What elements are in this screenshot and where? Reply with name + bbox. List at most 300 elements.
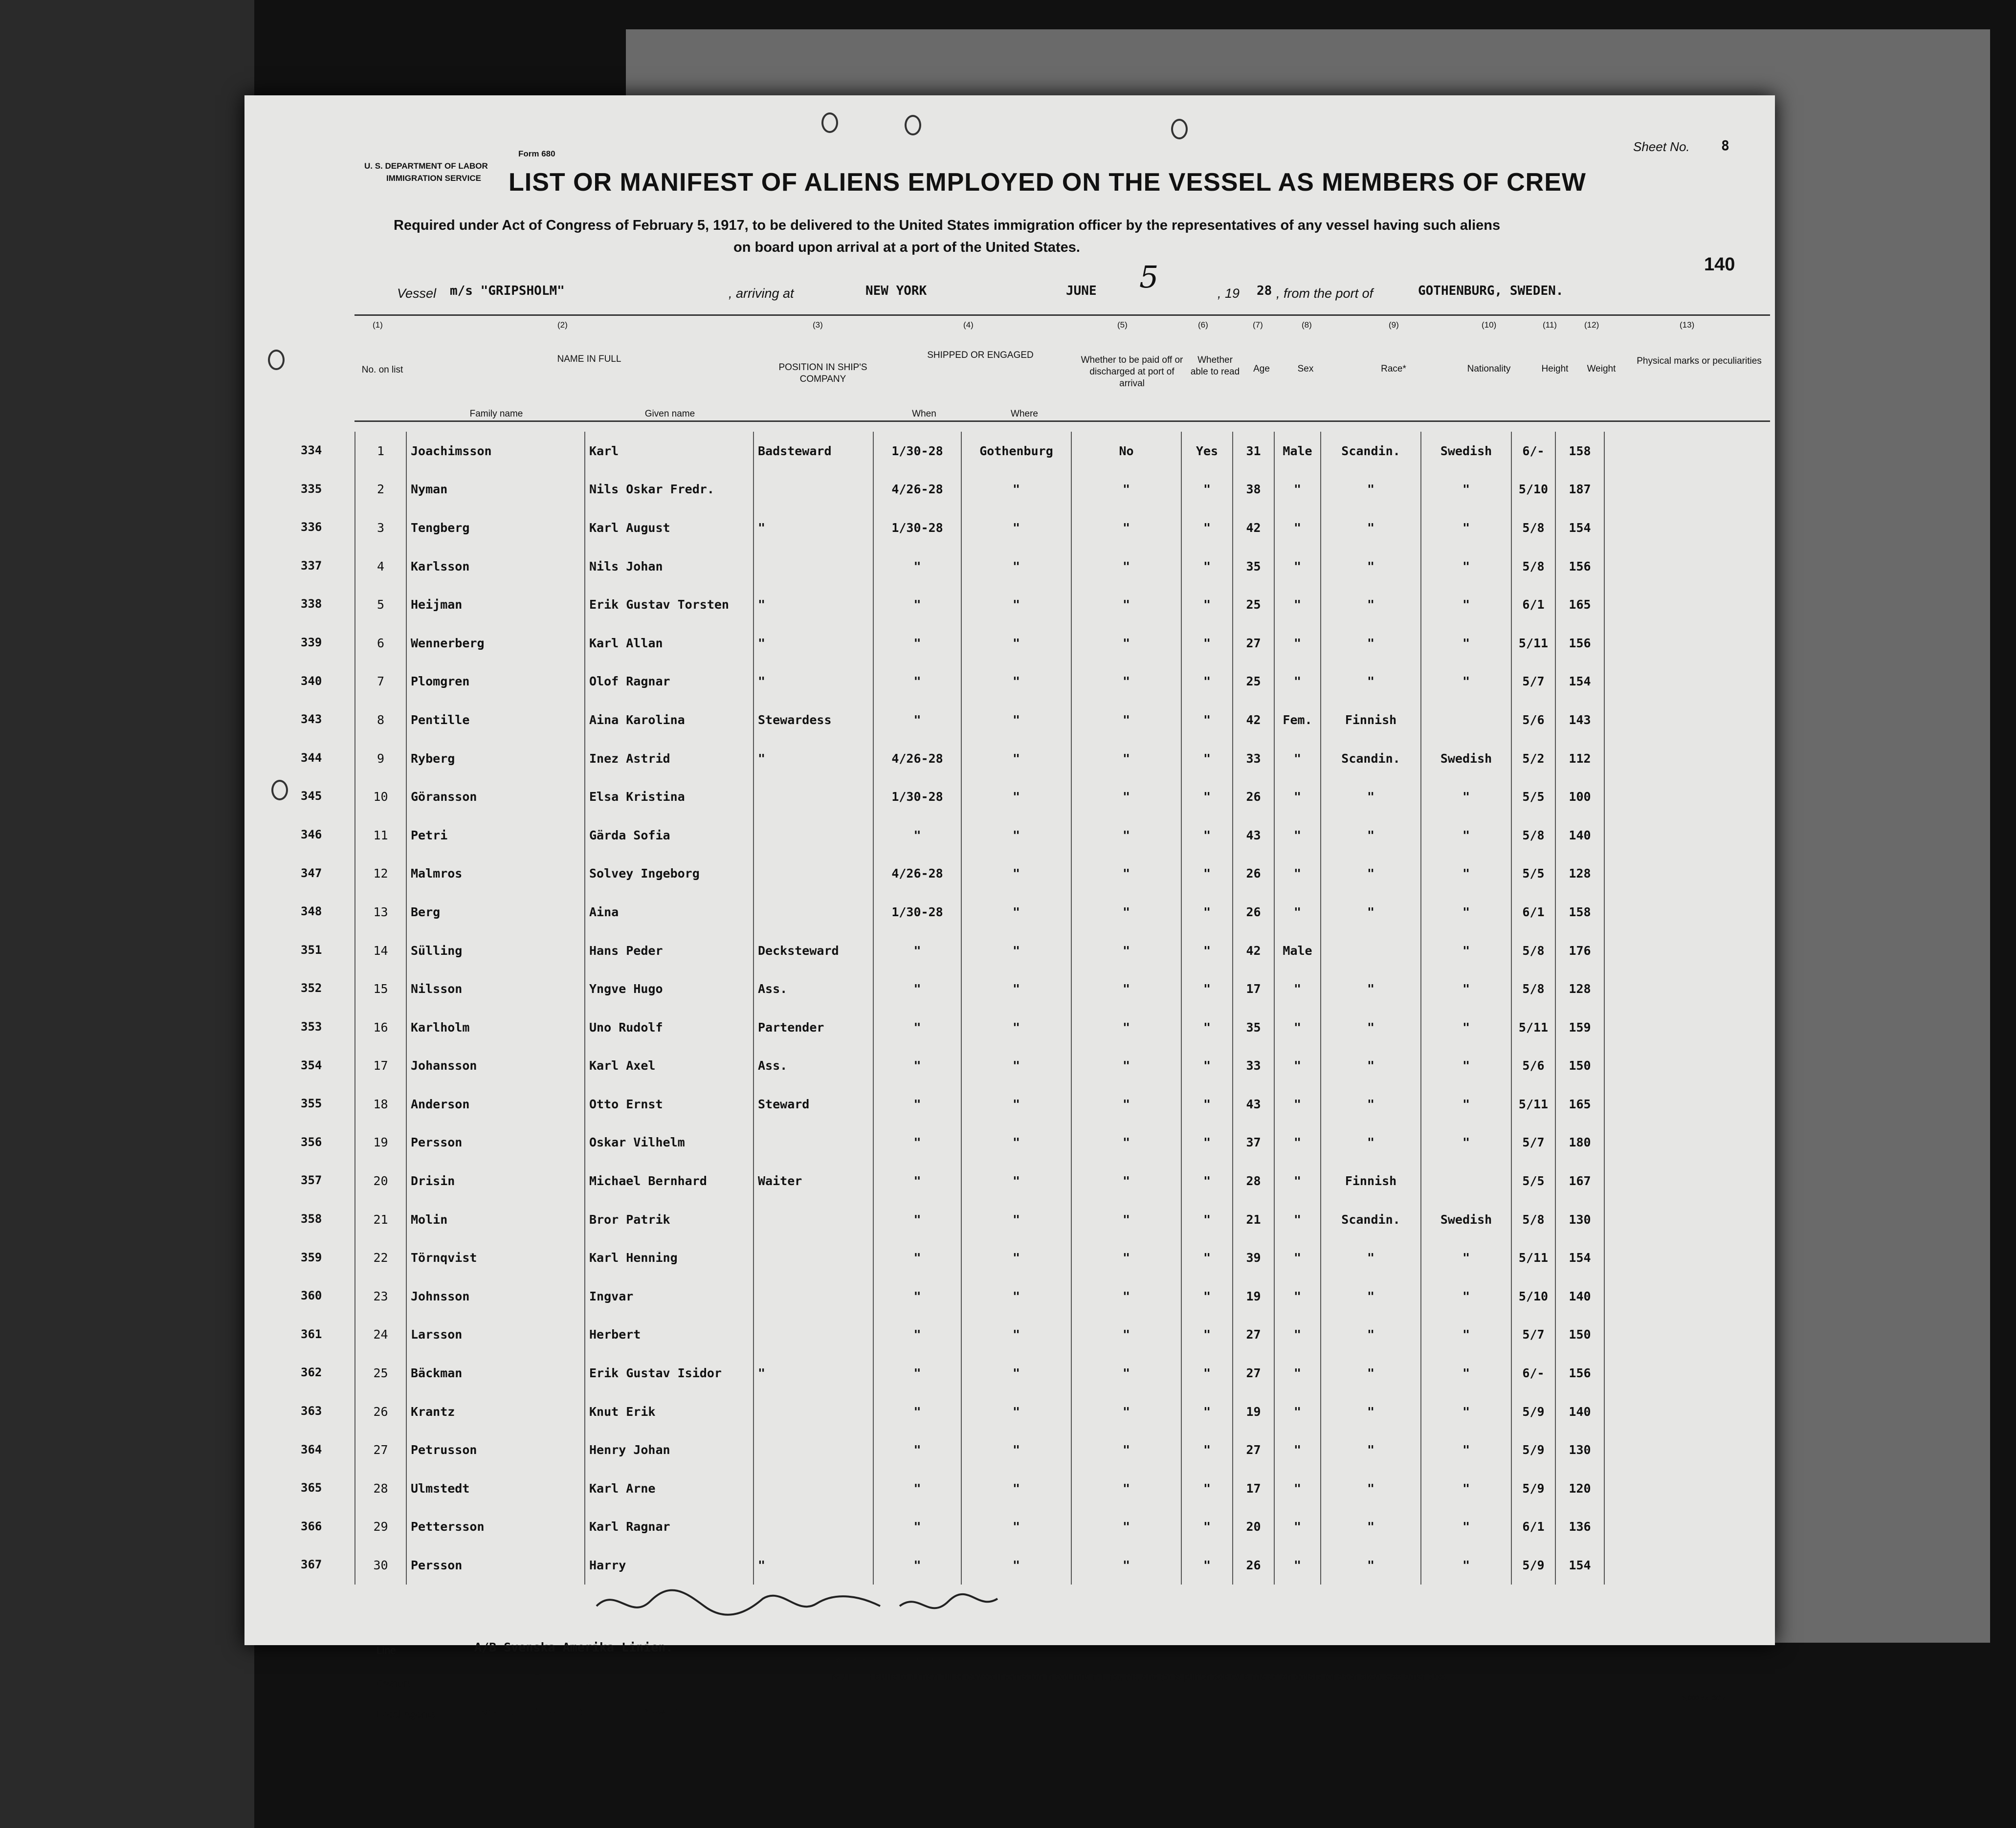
able-to-read-cell: " — [1181, 1277, 1233, 1316]
height-cell: 5/9 — [1511, 1431, 1555, 1469]
shipped-when-cell: " — [873, 969, 961, 1008]
age-cell: 26 — [1233, 777, 1274, 816]
sex-cell: " — [1274, 1392, 1321, 1431]
age-cell: 26 — [1233, 855, 1274, 893]
physical-marks-cell — [1604, 1238, 1771, 1277]
given-name-cell: Solvey Ingeborg — [585, 855, 753, 893]
age-cell: 27 — [1233, 1354, 1274, 1392]
able-to-read-cell: " — [1181, 1047, 1233, 1085]
reference-number: 364 — [301, 1442, 322, 1456]
nationality-cell: " — [1421, 969, 1511, 1008]
shipped-where-cell: " — [961, 816, 1071, 855]
given-name-cell: Aina — [585, 893, 753, 931]
weight-cell: 187 — [1555, 470, 1604, 509]
able-to-read-cell: " — [1181, 508, 1233, 547]
weight-cell: 165 — [1555, 1085, 1604, 1123]
table-row — [355, 508, 1771, 547]
paid-off-cell: " — [1071, 777, 1181, 816]
table-row — [355, 701, 1771, 739]
physical-marks-cell — [1604, 508, 1771, 547]
position-cell: Ass. — [753, 969, 873, 1008]
sex-cell: Male — [1274, 432, 1321, 470]
colnum-10: (10) — [1482, 320, 1497, 330]
weight-cell: 158 — [1555, 893, 1604, 931]
shipped-when-cell: " — [873, 1162, 961, 1200]
family-name-cell: Pettersson — [406, 1508, 585, 1546]
height-cell: 5/8 — [1511, 1200, 1555, 1239]
given-name-cell: Henry Johan — [585, 1431, 753, 1469]
age-cell: 25 — [1233, 585, 1274, 624]
able-to-read-cell: " — [1181, 969, 1233, 1008]
physical-marks-cell — [1604, 470, 1771, 509]
paid-off-cell: " — [1071, 624, 1181, 662]
reference-number: 354 — [301, 1058, 322, 1072]
nationality-cell: " — [1421, 585, 1511, 624]
reference-number: 361 — [301, 1327, 322, 1341]
line-label: Line — [377, 1645, 396, 1656]
height-cell: 5/10 — [1511, 1277, 1555, 1316]
family-name-cell: Karlsson — [406, 547, 585, 586]
shipped-when-cell: " — [873, 1508, 961, 1546]
race-cell: " — [1321, 1508, 1421, 1546]
table-row — [355, 1546, 1771, 1585]
height-cell: 6/- — [1511, 432, 1555, 470]
table-row — [355, 624, 1771, 662]
stamp-number: 140 — [1704, 254, 1735, 275]
row-number-cell: 18 — [355, 1085, 406, 1123]
physical-marks-cell — [1604, 1316, 1771, 1354]
table-row — [355, 1277, 1771, 1316]
reference-number: 360 — [301, 1289, 322, 1303]
agents-value: Swedish American Line, New York City. — [474, 1704, 747, 1718]
height-cell: 5/9 — [1511, 1469, 1555, 1508]
sex-cell: " — [1274, 1546, 1321, 1585]
family-name-cell: Petri — [406, 816, 585, 855]
race-cell: " — [1321, 1316, 1421, 1354]
header-position: POSITION IN SHIP'S COMPANY — [778, 362, 867, 384]
table-row — [355, 1085, 1771, 1123]
given-name-cell: Nils Johan — [585, 547, 753, 586]
nationality-cell: " — [1421, 1316, 1511, 1354]
family-name-cell: Johansson — [406, 1047, 585, 1085]
family-name-cell: Bäckman — [406, 1354, 585, 1392]
height-cell: 5/8 — [1511, 969, 1555, 1008]
height-cell: 5/5 — [1511, 777, 1555, 816]
header-weight: Weight — [1587, 364, 1616, 374]
paid-off-cell: " — [1071, 1123, 1181, 1162]
nationality-cell: " — [1421, 470, 1511, 509]
table-row — [355, 1354, 1771, 1392]
paid-off-cell: " — [1071, 1508, 1181, 1546]
given-name-cell: Yngve Hugo — [585, 969, 753, 1008]
paid-off-cell: " — [1071, 969, 1181, 1008]
sex-cell: " — [1274, 1047, 1321, 1085]
position-cell: " — [753, 585, 873, 624]
weight-cell: 136 — [1555, 1508, 1604, 1546]
able-to-read-cell: " — [1181, 931, 1233, 970]
header-nationality: Nationality — [1467, 364, 1511, 374]
sex-cell: " — [1274, 1277, 1321, 1316]
weight-cell: 154 — [1555, 508, 1604, 547]
paid-off-cell: " — [1071, 1431, 1181, 1469]
shipped-when-cell: " — [873, 585, 961, 624]
sex-cell: " — [1274, 624, 1321, 662]
paid-off-cell: " — [1071, 1546, 1181, 1585]
height-cell: 6/1 — [1511, 1508, 1555, 1546]
sex-cell: " — [1274, 1200, 1321, 1239]
sex-cell: " — [1274, 508, 1321, 547]
position-cell — [753, 470, 873, 509]
race-cell: " — [1321, 1546, 1421, 1585]
position-cell: Waiter — [753, 1162, 873, 1200]
able-to-read-cell: " — [1181, 1085, 1233, 1123]
sex-cell: " — [1274, 1085, 1321, 1123]
race-cell: Finnish — [1321, 1162, 1421, 1200]
shipped-where-cell: " — [961, 739, 1071, 778]
position-cell — [753, 777, 873, 816]
shipped-when-cell: " — [873, 1277, 961, 1316]
from-port-label: , from the port of — [1276, 286, 1374, 301]
header-age: Age — [1253, 364, 1270, 374]
shipped-when-cell: " — [873, 1238, 961, 1277]
shipped-where-cell: " — [961, 624, 1071, 662]
paid-off-cell: " — [1071, 855, 1181, 893]
paid-off-cell: " — [1071, 701, 1181, 739]
sex-cell: " — [1274, 777, 1321, 816]
reference-number: 352 — [301, 981, 322, 995]
race-cell: " — [1321, 1047, 1421, 1085]
races-note: *See list of races on back hereof. — [831, 1657, 968, 1668]
sex-cell: " — [1274, 1316, 1321, 1354]
nationality-cell — [1421, 701, 1511, 739]
shipped-when-cell: " — [873, 662, 961, 701]
race-cell: " — [1321, 777, 1421, 816]
shipped-when-cell: 1/30-28 — [873, 432, 961, 470]
paid-off-cell: " — [1071, 470, 1181, 509]
family-name-cell: Sülling — [406, 931, 585, 970]
family-name-cell: Larsson — [406, 1316, 585, 1354]
able-to-read-cell: " — [1181, 662, 1233, 701]
weight-cell: 130 — [1555, 1200, 1604, 1239]
height-cell: 6/- — [1511, 1354, 1555, 1392]
height-cell: 5/11 — [1511, 1085, 1555, 1123]
table-row — [355, 1123, 1771, 1162]
owners-value: " " " " Gothenburg. — [474, 1673, 614, 1687]
race-cell: " — [1321, 662, 1421, 701]
nationality-cell: Swedish — [1421, 432, 1511, 470]
given-name-cell: Hans Peder — [585, 931, 753, 970]
weight-cell: 156 — [1555, 624, 1604, 662]
family-name-cell: Heijman — [406, 585, 585, 624]
shipped-where-cell: " — [961, 893, 1071, 931]
row-number-cell: 4 — [355, 547, 406, 586]
age-cell: 19 — [1233, 1392, 1274, 1431]
row-number-cell: 15 — [355, 969, 406, 1008]
able-to-read-cell: " — [1181, 547, 1233, 586]
header-race: Race* — [1381, 364, 1406, 374]
table-row — [355, 1508, 1771, 1546]
position-cell — [753, 1277, 873, 1316]
table-row — [355, 662, 1771, 701]
family-name-cell: Krantz — [406, 1392, 585, 1431]
row-number-cell: 19 — [355, 1123, 406, 1162]
table-row — [355, 1316, 1771, 1354]
nationality-cell: " — [1421, 1392, 1511, 1431]
colnum-6: (6) — [1198, 320, 1208, 330]
family-name-cell: Molin — [406, 1200, 585, 1239]
row-number-cell: 25 — [355, 1354, 406, 1392]
shipped-where-cell: " — [961, 1200, 1071, 1239]
shipped-where-cell: " — [961, 1085, 1071, 1123]
reference-number: 353 — [301, 1020, 322, 1034]
race-cell: " — [1321, 508, 1421, 547]
paid-off-cell: " — [1071, 1238, 1181, 1277]
given-name-cell: Erik Gustav Torsten — [585, 585, 753, 624]
arriving-port: NEW YORK — [865, 284, 927, 298]
age-cell: 25 — [1233, 662, 1274, 701]
able-to-read-cell: " — [1181, 1238, 1233, 1277]
reference-number: 362 — [301, 1365, 322, 1380]
given-name-cell: Gärda Sofia — [585, 816, 753, 855]
physical-marks-cell — [1604, 1008, 1771, 1047]
shipped-when-cell: " — [873, 1431, 961, 1469]
given-name-cell: Karl — [585, 432, 753, 470]
able-to-read-cell: " — [1181, 777, 1233, 816]
physical-marks-cell — [1604, 855, 1771, 893]
row-number-cell: 24 — [355, 1316, 406, 1354]
sex-cell: " — [1274, 816, 1321, 855]
age-cell: 27 — [1233, 1316, 1274, 1354]
position-cell: Stewardess — [753, 701, 873, 739]
header-top-rule — [354, 314, 1770, 316]
race-cell: Finnish — [1321, 701, 1421, 739]
paid-off-cell: " — [1071, 508, 1181, 547]
sex-cell: Male — [1274, 931, 1321, 970]
weight-cell: 154 — [1555, 662, 1604, 701]
race-cell: " — [1321, 816, 1421, 855]
shipped-when-cell: " — [873, 1354, 961, 1392]
physical-marks-cell — [1604, 547, 1771, 586]
race-cell: " — [1321, 1008, 1421, 1047]
shipped-when-cell: 1/30-28 — [873, 777, 961, 816]
weight-cell: 128 — [1555, 969, 1604, 1008]
position-cell: " — [753, 1354, 873, 1392]
shipped-when-cell: " — [873, 1085, 961, 1123]
row-number-cell: 12 — [355, 855, 406, 893]
family-name-cell: Ulmstedt — [406, 1469, 585, 1508]
reference-number: 351 — [301, 943, 322, 957]
position-cell — [753, 1123, 873, 1162]
print-info: 5,000 ex. 3/27. — [1682, 1694, 1728, 1702]
given-name-cell: Karl Ragnar — [585, 1508, 753, 1546]
position-cell — [753, 1469, 873, 1508]
nationality-cell: " — [1421, 1431, 1511, 1469]
height-cell: 5/6 — [1511, 701, 1555, 739]
reference-number: 336 — [301, 520, 322, 534]
shipped-where-cell: " — [961, 585, 1071, 624]
physical-marks-cell — [1604, 1508, 1771, 1546]
race-cell: " — [1321, 1354, 1421, 1392]
given-name-cell: Karl August — [585, 508, 753, 547]
race-cell: " — [1321, 855, 1421, 893]
header-no-on-list: No. on list — [361, 365, 403, 375]
reference-number: 359 — [301, 1250, 322, 1264]
position-cell: Steward — [753, 1085, 873, 1123]
nationality-cell — [1421, 1162, 1511, 1200]
table-row — [355, 432, 1771, 470]
weight-cell: 128 — [1555, 855, 1604, 893]
row-number-cell: 20 — [355, 1162, 406, 1200]
given-name-cell: Herbert — [585, 1316, 753, 1354]
reference-number: 366 — [301, 1519, 322, 1533]
race-cell: " — [1321, 1431, 1421, 1469]
physical-marks-cell — [1604, 1431, 1771, 1469]
nationality-cell: " — [1421, 624, 1511, 662]
nationality-cell: " — [1421, 547, 1511, 586]
table-row — [355, 739, 1771, 778]
physical-marks-cell — [1604, 1123, 1771, 1162]
given-name-cell: Elsa Kristina — [585, 777, 753, 816]
physical-marks-cell — [1604, 816, 1771, 855]
age-cell: 33 — [1233, 739, 1274, 778]
row-number-cell: 17 — [355, 1047, 406, 1085]
line-value: A/B Svenska Amerika Linien. — [474, 1640, 673, 1654]
shipped-where-cell: " — [961, 855, 1071, 893]
physical-marks-cell — [1604, 1277, 1771, 1316]
able-to-read-cell: " — [1181, 893, 1233, 931]
shipped-where-cell: " — [961, 1238, 1071, 1277]
position-cell — [753, 1392, 873, 1431]
position-cell: Badsteward — [753, 432, 873, 470]
colnum-2: (2) — [557, 320, 568, 330]
paid-off-cell: " — [1071, 816, 1181, 855]
given-name-cell: Nils Oskar Fredr. — [585, 470, 753, 509]
position-cell: " — [753, 1546, 873, 1585]
paid-off-cell: " — [1071, 739, 1181, 778]
age-cell: 31 — [1233, 432, 1274, 470]
age-cell: 28 — [1233, 1162, 1274, 1200]
position-cell — [753, 1238, 873, 1277]
shipped-where-cell: " — [961, 1354, 1071, 1392]
age-cell: 42 — [1233, 701, 1274, 739]
race-cell: " — [1321, 969, 1421, 1008]
reference-number: 335 — [301, 482, 322, 496]
able-to-read-cell: " — [1181, 470, 1233, 509]
colnum-4: (4) — [963, 320, 974, 330]
height-cell: 5/10 — [1511, 470, 1555, 509]
family-name-cell: Göransson — [406, 777, 585, 816]
sex-cell: " — [1274, 969, 1321, 1008]
paid-off-cell: " — [1071, 1392, 1181, 1431]
table-row — [355, 547, 1771, 586]
age-cell: 43 — [1233, 816, 1274, 855]
header-where: Where — [1011, 409, 1038, 419]
family-name-cell: Malmros — [406, 855, 585, 893]
family-name-cell: Anderson — [406, 1085, 585, 1123]
row-number-cell: 5 — [355, 585, 406, 624]
arrival-month: JUNE — [1066, 284, 1097, 298]
height-cell: 5/8 — [1511, 547, 1555, 586]
row-number-cell: 14 — [355, 931, 406, 970]
given-name-cell: Michael Bernhard — [585, 1162, 753, 1200]
sex-cell: " — [1274, 1162, 1321, 1200]
given-name-cell: Knut Erik — [585, 1392, 753, 1431]
weight-cell: 143 — [1555, 701, 1604, 739]
weight-cell: 156 — [1555, 547, 1604, 586]
able-to-read-cell: " — [1181, 1469, 1233, 1508]
shipped-where-cell: " — [961, 1008, 1071, 1047]
family-name-cell: Nyman — [406, 470, 585, 509]
crew-table — [354, 432, 1771, 1585]
physical-marks-cell — [1604, 662, 1771, 701]
position-cell — [753, 816, 873, 855]
height-cell: 5/7 — [1511, 1123, 1555, 1162]
physical-marks-cell — [1604, 432, 1771, 470]
shipped-where-cell: " — [961, 1431, 1071, 1469]
shipped-where-cell: " — [961, 1316, 1071, 1354]
table-row — [355, 1469, 1771, 1508]
paid-off-cell: " — [1071, 662, 1181, 701]
shipped-where-cell: " — [961, 1123, 1071, 1162]
position-cell — [753, 1508, 873, 1546]
table-row — [355, 1008, 1771, 1047]
shipped-where-cell: " — [961, 931, 1071, 970]
shipped-where-cell: " — [961, 1546, 1071, 1585]
shipped-where-cell: " — [961, 1508, 1071, 1546]
paid-off-cell: " — [1071, 931, 1181, 970]
height-cell: 5/11 — [1511, 1238, 1555, 1277]
sex-cell: " — [1274, 893, 1321, 931]
able-to-read-cell: " — [1181, 1546, 1233, 1585]
shipped-when-cell: " — [873, 1200, 961, 1239]
position-cell — [753, 1316, 873, 1354]
form-title: LIST OR MANIFEST OF ALIENS EMPLOYED ON THE VESSEL AS MEMBERS OF CREW — [509, 168, 1586, 197]
race-cell: " — [1321, 893, 1421, 931]
physical-marks-cell — [1604, 1469, 1771, 1508]
family-name-cell: Plomgren — [406, 662, 585, 701]
family-name-cell: Ryberg — [406, 739, 585, 778]
header-sex: Sex — [1297, 364, 1314, 374]
physical-marks-cell — [1604, 585, 1771, 624]
shipped-when-cell: " — [873, 1546, 961, 1585]
shipped-when-cell: " — [873, 1316, 961, 1354]
row-number-cell: 13 — [355, 893, 406, 931]
age-cell: 38 — [1233, 470, 1274, 509]
sex-cell: " — [1274, 585, 1321, 624]
given-name-cell: Otto Ernst — [585, 1085, 753, 1123]
able-to-read-cell: " — [1181, 1200, 1233, 1239]
position-cell: Partender — [753, 1008, 873, 1047]
weight-cell: 112 — [1555, 739, 1604, 778]
sex-cell: " — [1274, 662, 1321, 701]
paid-off-cell: " — [1071, 1162, 1181, 1200]
position-cell — [753, 893, 873, 931]
family-name-cell: Nilsson — [406, 969, 585, 1008]
physical-marks-cell — [1604, 1047, 1771, 1085]
weight-cell: 130 — [1555, 1431, 1604, 1469]
height-cell: 5/9 — [1511, 1546, 1555, 1585]
given-name-cell: Karl Arne — [585, 1469, 753, 1508]
reference-number: 355 — [301, 1097, 322, 1111]
form-subtitle-1: Required under Act of Congress of February 5, 1917, to be delivered to the United States immigration officer by the representatives of any vessel having such aliens — [394, 218, 1501, 233]
header-height: Height — [1541, 364, 1569, 374]
reference-number: 334 — [301, 443, 322, 457]
binder-hole — [1171, 119, 1188, 139]
paid-off-cell: " — [1071, 1469, 1181, 1508]
colnum-5: (5) — [1117, 320, 1128, 330]
header-when: When — [912, 409, 936, 419]
shipped-when-cell: " — [873, 816, 961, 855]
